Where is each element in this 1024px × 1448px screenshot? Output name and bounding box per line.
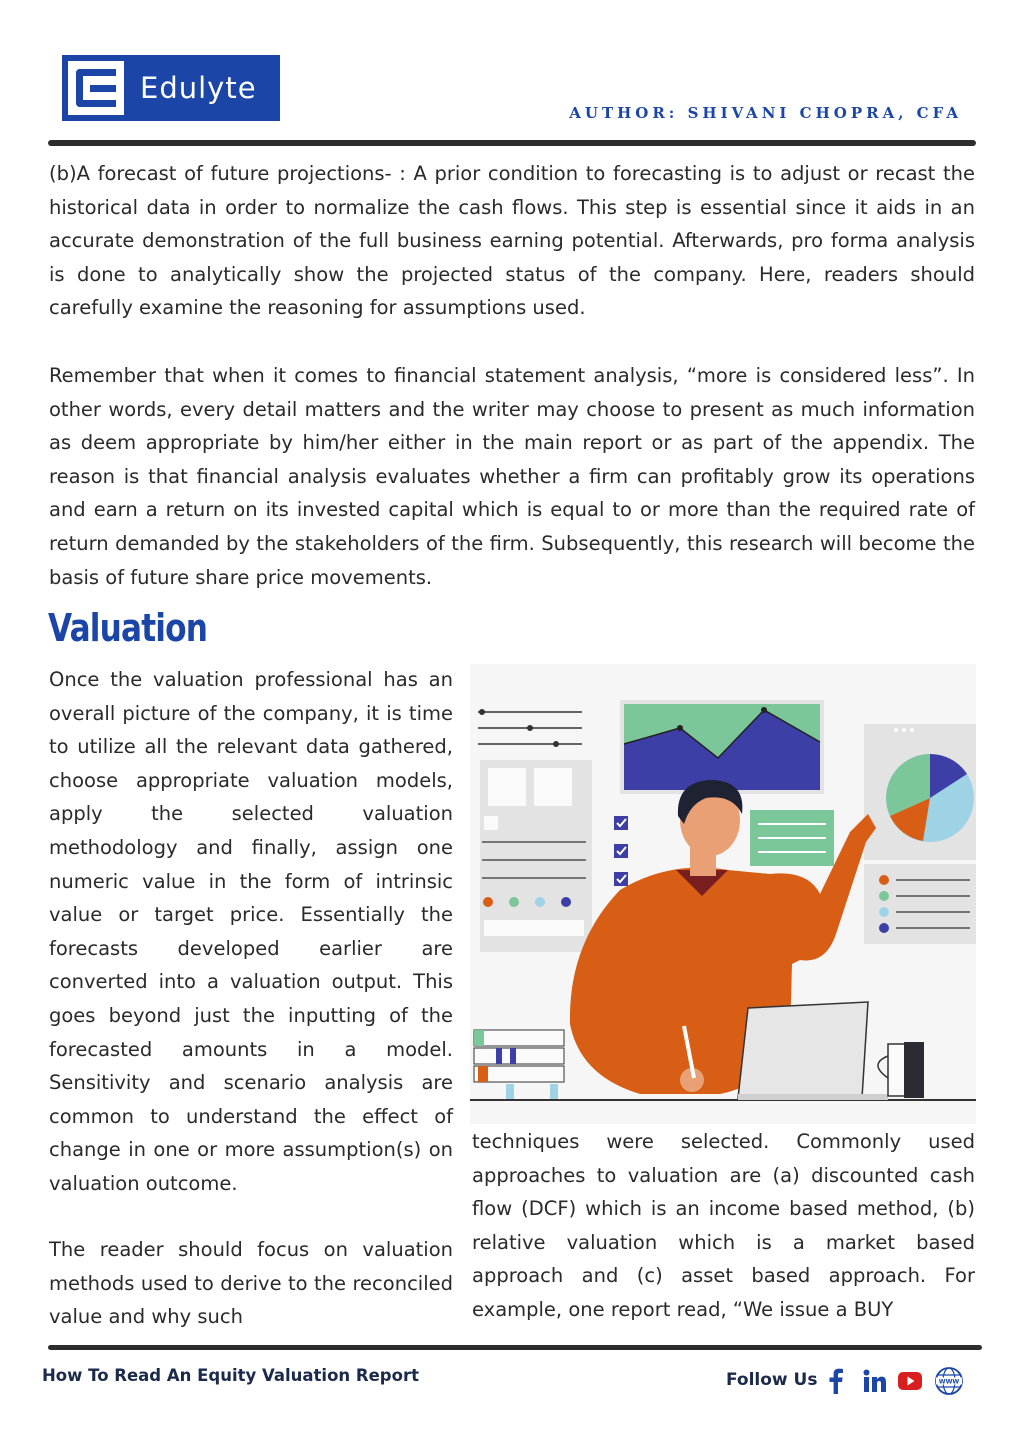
section-title-valuation: Valuation: [48, 606, 208, 650]
footer-divider: [48, 1345, 982, 1350]
valuation-illustration: [470, 664, 976, 1124]
facebook-icon[interactable]: [826, 1368, 846, 1394]
youtube-icon[interactable]: [898, 1372, 922, 1390]
svg-text:WWW: WWW: [938, 1378, 960, 1386]
edulyte-logo[interactable]: [62, 55, 280, 121]
footer-report-title: How To Read An Equity Valuation Report: [42, 1366, 419, 1385]
paragraph-forecast: (b)A forecast of future projections- : A prior condition to forecasting is to adjust or recast the historical data in order to normalize the cash flows. This step is essential since it aids in an accurate demonstration of the full business earning potential. Afterwards, pro forma analysis is done to analytically show the projected status of the company. Here, readers should carefully examine the reasoning for assumptions used.: [49, 162, 975, 320]
logo-mark-icon: [68, 61, 124, 115]
paragraph-financial-analysis: Remember that when it comes to financial statement analysis, “more is considered less”. In other words, every detail matters and the writer may choose to present as much information as deem appropriate by him/her either in the main report or as part of the appendix. The reason is that financial analysis evaluates whether a firm can profitably grow its operations and earn a return on its invested capital which is equal to or more than the required rate of return demanded by the stakeholders of the firm. Subsequently, this research will become the basis of future share price movements.: [49, 364, 975, 589]
website-icon[interactable]: [934, 1366, 964, 1396]
paragraph-valuation-left-2: The reader should focus on valuation methods used to derive to the reconciled value and why such: [49, 1238, 453, 1329]
logo-text: Edulyte: [140, 71, 257, 105]
linkedin-icon[interactable]: [863, 1369, 887, 1393]
paragraph-valuation-right: techniques were selected. Commonly used approaches to valuation are (a) discounted cash flow (DCF) which is an income based method, (b) relative valuation which is a market based approach and (c) asset based approach. For example, one report read, “We issue a BUY: [472, 1130, 975, 1321]
paragraph-valuation-left: Once the valuation professional has an overall picture of the company, it is time to utilize all the relevant data gathered, choose appropriate valuation models, apply the selected valuation methodology and finally, assign one numeric value in the form of intrinsic value or target price. Essentially the forecasts developed earlier are converted into a valuation output. This goes beyond just the inputting of the forecasted amounts in a model. Sensitivity and scenario analysis are common to understand the effect of change in one or more assumption(s) on valuation outcome.: [49, 668, 453, 1195]
author-line: AUTHOR: SHIVANI CHOPRA, CFA: [569, 104, 962, 122]
header-divider: [48, 140, 976, 146]
analyst-presenting-illustration: [470, 664, 976, 1124]
follow-us-label: Follow Us: [726, 1370, 818, 1390]
